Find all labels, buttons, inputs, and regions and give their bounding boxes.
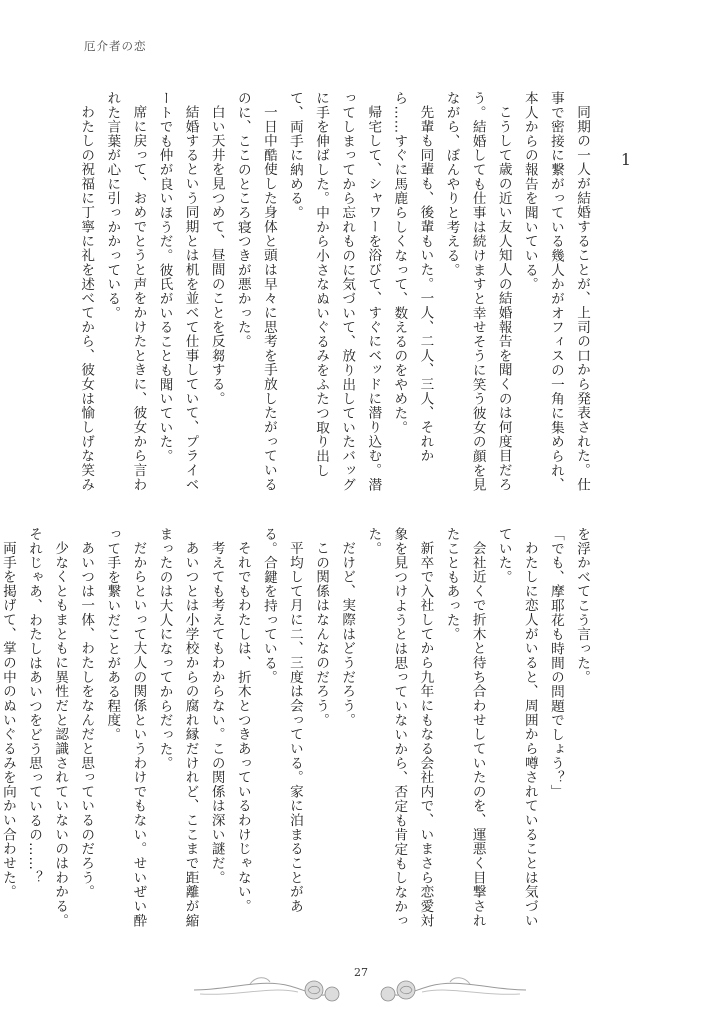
dialogue-paragraph: 「でも、摩耶花も時間の問題でしょう？」 bbox=[547, 527, 564, 800]
paragraph: 帰宅して、シャワーを浴びて、すぐにベッドに潜り込む。潜ってしまってから忘れものに気づいて、放り出していたバッグに手を伸ばした。中から小さなぬいぐるみをふたつ取り出して、両手に納める。 bbox=[286, 91, 382, 492]
paragraph: 会社近くで折木と待ち合わせしていたのを、運悪く目撃されたこともあった。 bbox=[443, 527, 486, 928]
paragraph: この関係はなんなのだろう。 bbox=[313, 540, 330, 727]
paragraph: わたしの祝福に丁寧に礼を述べてから、彼女は愉しげな笑み bbox=[78, 104, 95, 492]
page-number: 27 bbox=[354, 966, 368, 979]
top-text-column bbox=[75, 91, 595, 493]
paragraph: 白い天井を見つめて、昼間のことを反芻する。 bbox=[208, 104, 225, 406]
paragraph: こうして歳の近い友人知人の結婚報告を聞くのは何度目だろう。結婚しても仕事は続けますと幸せそうに笑う彼女の顔を見ながら、ぼんやりと考える。 bbox=[443, 91, 512, 492]
paragraph: わたしに恋人がいると、周囲から噂されていることは気づいていた。 bbox=[495, 527, 538, 928]
paragraph: だけど、実際はどうだろう。 bbox=[339, 540, 356, 727]
paragraph: を浮かべてこう言った。 bbox=[574, 527, 590, 685]
paragraph: 席に戻って、おめでとうと声をかけたときに、彼女から言われた言葉が心に引っかかっている。 bbox=[104, 91, 147, 492]
paragraph: 新卒で入社してから九年にもなる会社内で、いまさら恋愛対象を見つけようとは思っていないから、否定も肯定もしなかった。 bbox=[365, 527, 434, 928]
paragraph: あいつは一体、わたしをなんだと思っているのだろう。 bbox=[78, 540, 95, 899]
chapter-number: 1 bbox=[620, 150, 631, 169]
paragraph: だからといって大人の関係というわけでもない。せいぜい酔って手を繋いだことがある程度。 bbox=[104, 527, 147, 928]
paragraph: 一日中酷使した身体と頭は早々に思考を手放したがっているのに、ここのところ寝つきが悪かった。 bbox=[234, 91, 277, 492]
paragraph: あいつとは小学校からの腐れ縁だけれど、ここまで距離が縮まったのは大人になってからだった。 bbox=[156, 527, 199, 928]
paragraph: それでもわたしは、折木とつきあっているわけじゃない。 bbox=[234, 540, 251, 913]
paragraph: 結婚するという同期とは机を並べて仕事していて、プライベートでも仲が良いほうだ。彼氏がいることも聞いていた。 bbox=[156, 91, 199, 492]
bottom-text-column bbox=[0, 527, 595, 934]
paragraph: 同期の一人が結婚することが、上司の口から発表された。仕事で密接に繋がっている幾人かがオフィスの一角に集められ、本人からの報告を聞いている。 bbox=[521, 91, 590, 492]
paragraph: 平均して月に二、三度は会っている。家に泊まることがある。合鍵を持っている。 bbox=[260, 527, 303, 913]
paragraph: 少なくともまともに異性だと認識されていないのはわかる。それじゃあ、わたしはあいつをどう思っているの……？ bbox=[26, 527, 69, 928]
paragraph: 考えても考えてもわからない。この関係は深い謎だ。 bbox=[208, 540, 225, 885]
running-header: 厄介者の恋 bbox=[84, 39, 147, 53]
paragraph: 両手を掲げて、掌の中のぬいぐるみを向かい合わせた。 bbox=[0, 540, 16, 899]
paragraph: 先輩も同輩も、後輩もいた。一人、二人、三人、それから……すぐに馬鹿らしくなって、数えるのをやめた。 bbox=[391, 91, 434, 463]
